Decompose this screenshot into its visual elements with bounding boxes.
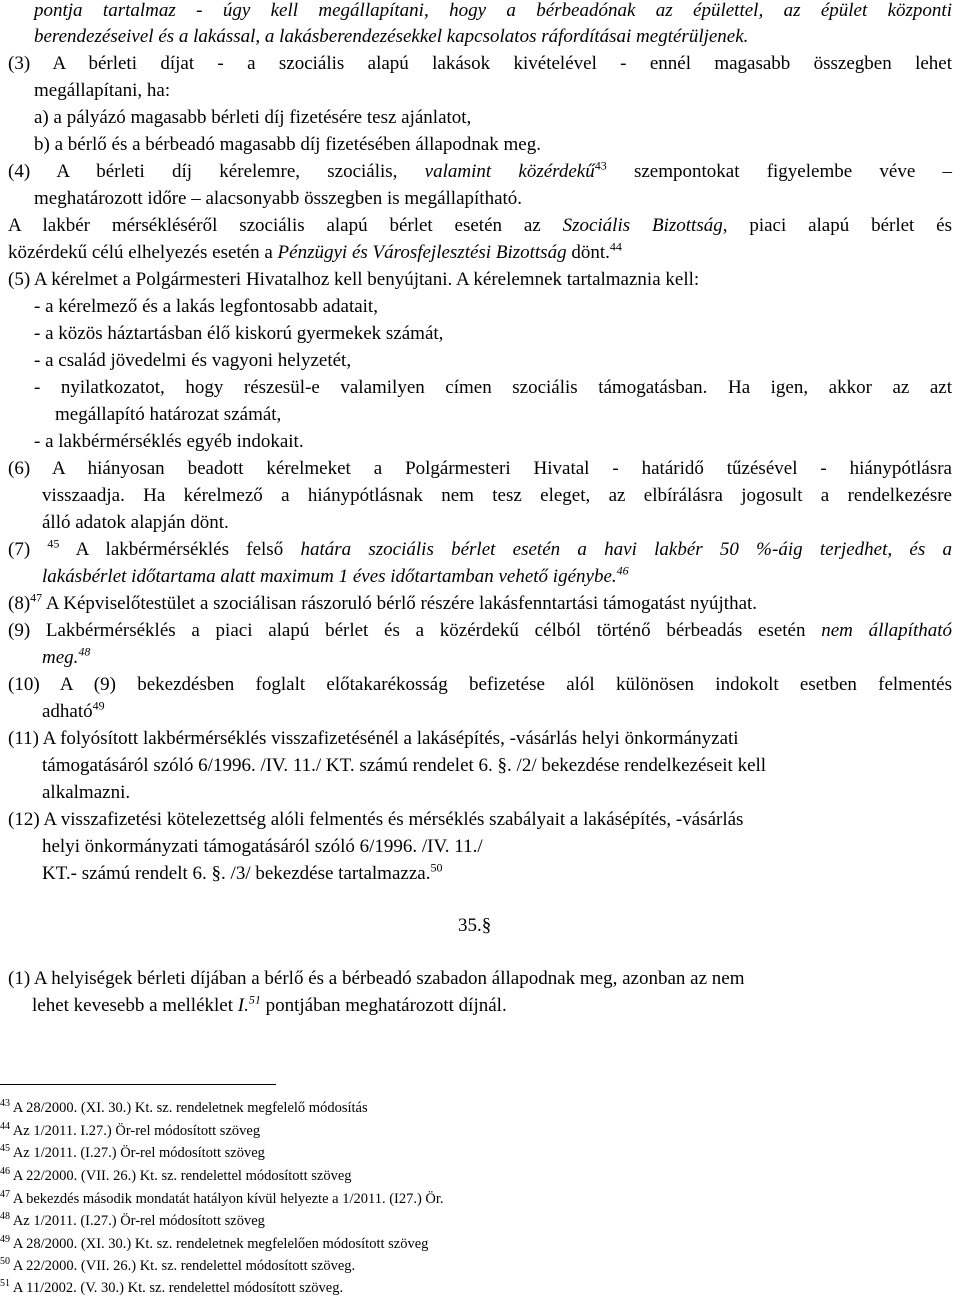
text-line: alkalmazni. — [42, 782, 131, 803]
text-line: közérdekű célú elhelyezés esetén a Pénzügyi és Városfejlesztési Bizottság dönt.$^{44}$ — [8, 239, 622, 263]
footnote: $^{48}$ Az 1/2011. (I.27.) Ör-rel módosított szöveg — [0, 1211, 265, 1229]
paragraph-10: (10) A (9) bekezdésben foglalt előtakarékosság befizetése alól különösen indokolt esetben felmentés — [8, 674, 952, 695]
list-item: a) a pályázó magasabb bérleti díj fizetésére tesz ajánlatot, — [34, 107, 472, 128]
footnote: $^{46}$ A 22/2000. (VII. 26.) Kt. sz. rendelettel módosított szöveg — [0, 1166, 352, 1184]
text-line: KT.- számú rendelt 6. §. /3/ bekezdése tartalmazza.$^{50}$ — [42, 860, 443, 884]
text-line: meg.$^{48}$ — [42, 644, 91, 668]
footnote: $^{47}$ A bekezdés második mondatát hatályon kívül helyezte a 1/2011. (I27.) Ör. — [0, 1189, 444, 1207]
paragraph-6: (6) A hiányosan beadott kérelmeket a Polgármesteri Hivatal - határidő tűzésével - hiánypótlásra — [8, 458, 952, 479]
paragraph-9: (9) Lakbérmérséklés a piaci alapú bérlet és a közérdekű célból történő bérbeadás esetén nem állapítható — [8, 620, 952, 641]
footnote: $^{50}$ A 22/2000. (VII. 26.) Kt. sz. rendelettel módosított szöveg. — [0, 1256, 356, 1274]
footnote-separator — [0, 1084, 276, 1085]
paragraph-12: (12) A visszafizetési kötelezettség alóli felmentés és mérséklés szabályait a lakásépítés, -vásárlás — [8, 809, 744, 830]
text-line: berendezéseivel és a lakással, a lakásberendezésekkel kapcsolatos ráfordításai megtérüljenek. — [34, 26, 749, 47]
footnote-ref: 45 — [47, 536, 60, 551]
footnote-ref: 46 — [616, 563, 629, 578]
footnote: $^{44}$ Az 1/2011. I.27.) Ör-rel módosított szöveg — [0, 1121, 261, 1139]
text-line: pontja tartalmaz - úgy kell megállapítani, hogy a bérbeadónak az épülettel, az épület központi — [34, 0, 952, 21]
text-line: helyi önkormányzati támogatásáról szóló 6/1996. /IV. 11./ — [42, 836, 483, 857]
footnote: $^{49}$ A 28/2000. (XI. 30.) Kt. sz. rendeletnek megfelelően módosított szöveg — [0, 1234, 429, 1252]
text-line: meghatározott időre – alacsonyabb összegben is megállapítható. — [34, 188, 523, 209]
footnote: $^{51}$ A 11/2002. (V. 30.) Kt. sz. rendelettel módosított szöveg. — [0, 1278, 344, 1296]
list-item: - a lakbérmérséklés egyéb indokait. — [34, 431, 304, 452]
list-item: - nyilatkozatot, hogy részesül-e valamilyen címen szociális támogatásban. Ha igen, akkor az azt — [34, 377, 952, 398]
footnote-ref: 51 — [248, 992, 261, 1007]
paragraph-5: (5) A kérelmet a Polgármesteri Hivatalhoz kell benyújtani. A kérelemnek tartalmaznia kell: — [8, 269, 700, 290]
text-line: visszaadja. Ha kérelmező a hiánypótlásnak nem tesz eleget, az elbírálásra jogosult a rendelkezésre — [42, 485, 952, 506]
text-line: megállapító határozat számát, — [55, 404, 282, 425]
footnote-ref: 47 — [30, 590, 43, 605]
paragraph-8: $(8)^{47}$ A Képviselőtestület a szociálisan rászoruló bérlő részére lakásfenntartási támogatást nyújthat. — [8, 590, 758, 614]
footnote: $^{45}$ Az 1/2011. (I.27.) Ör-rel módosított szöveg — [0, 1143, 265, 1161]
text-line: megállapítani, ha: — [34, 80, 171, 101]
paragraph-11: (11) A folyósított lakbérmérséklés visszafizetésénél a lakásépítés, -vásárlás helyi önkormányzati — [8, 728, 739, 749]
footnote-ref: 43 — [594, 158, 607, 173]
paragraph-7: (7) $^{45}$ A lakbérmérséklés felső határa szociális bérlet esetén a havi lakbér 50 %-áig terjedhet, és a — [8, 536, 952, 560]
paragraph-4: (4) A bérleti díj kérelemre, szociális, valamint közérdekű$^{43}$ szempontokat figyelembe véve – — [8, 158, 953, 182]
text-line: támogatásáról szóló 6/1996. /IV. 11./ KT. számú rendelet 6. §. /2/ bekezdése rendelkezéseit kell — [42, 755, 767, 776]
text-line: A lakbér mérsékléséről szociális alapú bérlet esetén az Szociális Bizottság, piaci alapú bérlet és — [8, 215, 952, 236]
section-heading: 35.§ — [458, 915, 492, 936]
list-item: - a család jövedelmi és vagyoni helyzetét, — [34, 350, 352, 371]
footnote-ref: 44 — [609, 239, 622, 254]
paragraph-35-1: (1) A helyiségek bérleti díjában a bérlő és a bérbeadó szabadon állapodnak meg, azonban az nem — [8, 968, 745, 989]
text-line: álló adatok alapján dönt. — [42, 512, 229, 533]
footnote: $^{43}$ A 28/2000. (XI. 30.) Kt. sz. rendeletnek megfelelő módosítás — [0, 1098, 368, 1116]
paragraph-3: (3) A bérleti díjat - a szociális alapú lakások kivételével - ennél magasabb összegben lehet — [8, 53, 952, 74]
text-line: lehet kevesebb a melléklet I.$^{51}$ pontjában meghatározott díjnál. — [32, 992, 507, 1016]
text-line: lakásbérlet időtartama alatt maximum 1 éves időtartamban vehető igénybe.$^{46}$ — [42, 563, 629, 587]
text-line: adható$^{49}$ — [42, 698, 105, 722]
list-item: - a közös háztartásban élő kiskorú gyermekek számát, — [34, 323, 444, 344]
list-item: - a kérelmező és a lakás legfontosabb adatait, — [34, 296, 378, 317]
footnote-ref: 49 — [92, 698, 105, 713]
list-item: b) a bérlő és a bérbeadó magasabb díj fizetésében állapodnak meg. — [34, 134, 541, 155]
footnote-ref: 48 — [78, 644, 91, 659]
footnote-ref: 50 — [430, 860, 443, 875]
